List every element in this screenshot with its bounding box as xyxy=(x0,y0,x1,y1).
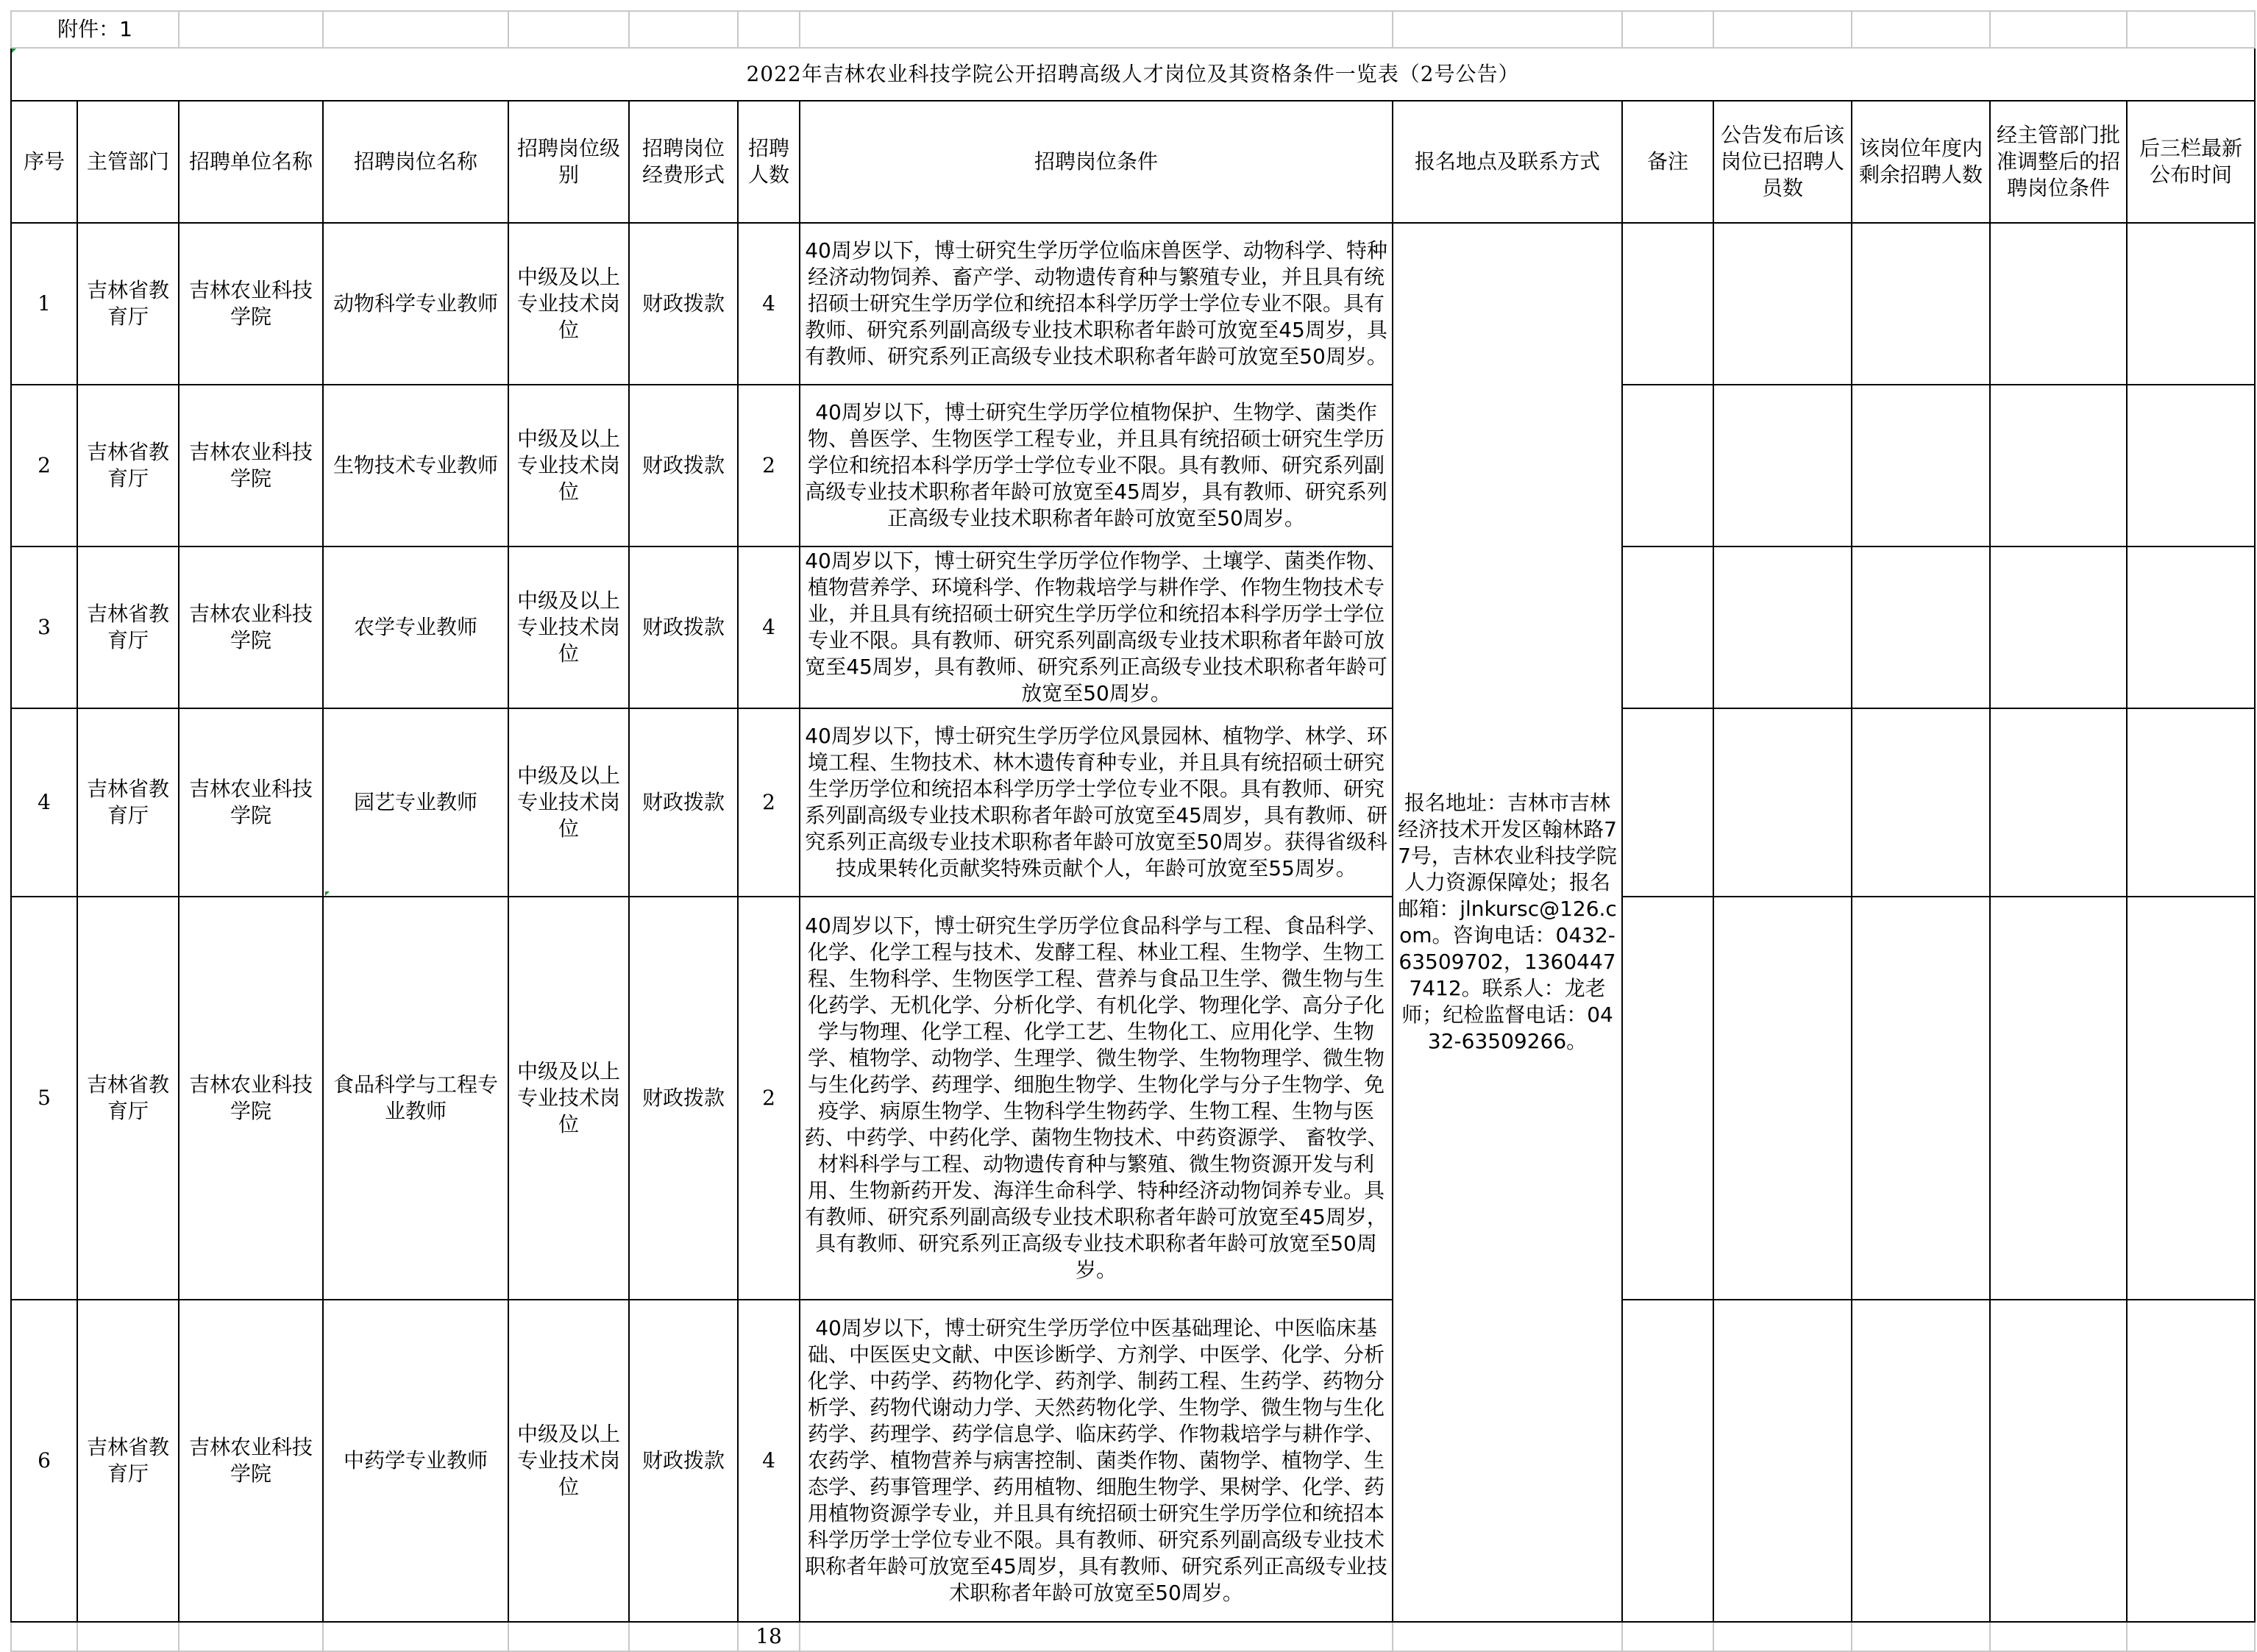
cell-post: 生物技术专业教师 xyxy=(323,385,508,546)
cell-funding: 财政拨款 xyxy=(629,223,738,385)
cell-adjusted xyxy=(1990,1300,2127,1622)
header-adjusted: 经主管部门批准调整后的招聘岗位条件 xyxy=(1990,101,2127,223)
cell-latest-time xyxy=(2127,385,2255,546)
cell-unit: 吉林农业科技学院 xyxy=(179,223,323,385)
cell-count: 2 xyxy=(738,897,800,1300)
header-seq: 序号 xyxy=(11,101,77,223)
cell-dept: 吉林省教育厅 xyxy=(77,897,179,1300)
table-row xyxy=(11,897,2255,1300)
cell-seq: 4 xyxy=(11,708,77,897)
header-unit: 招聘单位名称 xyxy=(179,101,323,223)
header-hired: 公告发布后该岗位已招聘人员数 xyxy=(1713,101,1852,223)
cell-count: 2 xyxy=(738,708,800,897)
cell-dept: 吉林省教育厅 xyxy=(77,1300,179,1622)
cell-count: 4 xyxy=(738,546,800,708)
cell-conditions: 40周岁以下，博士研究生学历学位作物学、土壤学、菌类作物、植物营养学、环境科学、作物栽培学与耕作学、作物生物技术专业，并且具有统招硕士研究生学历学位和统招本科学历学士学位专业不限。具有教师、研究系列副高级专业技术职称者年龄可放宽至45周岁，具有教师、研究系列正高级专业技术职称者年龄可放宽至50周岁。 xyxy=(800,546,1393,708)
cell-remark xyxy=(1622,708,1713,897)
cell-count: 2 xyxy=(738,385,800,546)
cell-dept: 吉林省教育厅 xyxy=(77,546,179,708)
header-remark: 备注 xyxy=(1622,101,1713,223)
cell-post: 食品科学与工程专业教师 xyxy=(323,897,508,1300)
cell-hired xyxy=(1713,708,1852,897)
cell-post: 中药学专业教师 xyxy=(323,1300,508,1622)
cell-conditions: 40周岁以下，博士研究生学历学位中医基础理论、中医临床基础、中医医史文献、中医诊断学、方剂学、中医学、化学、分析化学、中药学、药物化学、药剂学、制药工程、生药学、药物分析学、药物代谢动力学、天然药物化学、生物学、微生物与生化药学、药理学、药学信息学、临床药学、作物栽培学与耕作学、农药学、植物营养与病害控制、菌类作物、菌物学、植物学、生态学、药事管理学、药用植物、细胞生物学、果树学、化学、药用植物资源学专业，并且具有统招硕士研究生学历学位和统招本科学历学士学位专业不限。具有教师、研究系列副高级专业技术职称者年龄可放宽至45周岁，具有教师、研究系列正高级专业技术职称者年龄可放宽至50周岁。 xyxy=(800,1300,1393,1622)
header-remaining: 该岗位年度内剩余招聘人数 xyxy=(1852,101,1990,223)
cell-comment-marker xyxy=(12,49,16,53)
cell-adjusted xyxy=(1990,223,2127,385)
cell-hired xyxy=(1713,1300,1852,1622)
cell-hired xyxy=(1713,385,1852,546)
header-conditions: 招聘岗位条件 xyxy=(800,101,1393,223)
cell-latest-time xyxy=(2127,1300,2255,1622)
cell-conditions: 40周岁以下，博士研究生学历学位临床兽医学、动物科学、特种经济动物饲养、畜产学、动物遗传育种与繁殖专业，并且具有统招硕士研究生学历学位和统招本科学历学士学位专业不限。具有教师、研究系列副高级专业技术职称者年龄可放宽至45周岁，具有教师、研究系列正高级专业技术职称者年龄可放宽至50周岁。 xyxy=(800,223,1393,385)
cell-post: 动物科学专业教师 xyxy=(323,223,508,385)
header-count: 招聘人数 xyxy=(738,101,800,223)
cell-hired xyxy=(1713,223,1852,385)
cell-post: 农学专业教师 xyxy=(323,546,508,708)
cell-level: 中级及以上专业技术岗位 xyxy=(508,897,629,1300)
cell-remark xyxy=(1622,1300,1713,1622)
cell-level: 中级及以上专业技术岗位 xyxy=(508,223,629,385)
table-row xyxy=(11,385,2255,546)
total-row xyxy=(11,1622,2255,1651)
cell-unit: 吉林农业科技学院 xyxy=(179,708,323,897)
cell-dept: 吉林省教育厅 xyxy=(77,708,179,897)
cell-adjusted xyxy=(1990,708,2127,897)
cell-remaining xyxy=(1852,1300,1990,1622)
cell-count: 4 xyxy=(738,1300,800,1622)
cell-unit: 吉林农业科技学院 xyxy=(179,897,323,1300)
cell-hired xyxy=(1713,546,1852,708)
cell-unit: 吉林农业科技学院 xyxy=(179,546,323,708)
cell-hired xyxy=(1713,897,1852,1300)
cell-latest-time xyxy=(2127,546,2255,708)
cell-count: 4 xyxy=(738,223,800,385)
cell-latest-time xyxy=(2127,223,2255,385)
cell-remark xyxy=(1622,897,1713,1300)
cell-unit: 吉林农业科技学院 xyxy=(179,385,323,546)
header-dept: 主管部门 xyxy=(77,101,179,223)
header-row xyxy=(11,101,2255,223)
cell-seq: 1 xyxy=(11,223,77,385)
header-contact: 报名地点及联系方式 xyxy=(1393,101,1622,223)
cell-level: 中级及以上专业技术岗位 xyxy=(508,708,629,897)
title-row xyxy=(11,48,2255,101)
cell-remaining xyxy=(1852,223,1990,385)
cell-adjusted xyxy=(1990,546,2127,708)
cell-funding: 财政拨款 xyxy=(629,1300,738,1622)
cell-level: 中级及以上专业技术岗位 xyxy=(508,385,629,546)
cell-remaining xyxy=(1852,708,1990,897)
cell-adjusted xyxy=(1990,897,2127,1300)
cell-seq: 3 xyxy=(11,546,77,708)
cell-dept: 吉林省教育厅 xyxy=(77,223,179,385)
attachment-row xyxy=(11,11,2255,48)
cell-remark xyxy=(1622,223,1713,385)
cell-level: 中级及以上专业技术岗位 xyxy=(508,546,629,708)
cell-remark xyxy=(1622,385,1713,546)
total-count: 18 xyxy=(738,1622,800,1651)
cell-adjusted xyxy=(1990,385,2127,546)
cell-conditions: 40周岁以下，博士研究生学历学位风景园林、植物学、林学、环境工程、生物技术、林木遗传育种专业，并且具有统招硕士研究生学历学位和统招本科学历学士学位专业不限。具有教师、研究系列副高级专业技术职称者年龄可放宽至45周岁，具有教师、研究系列正高级专业技术职称者年龄可放宽至50周岁。获得省级科技成果转化贡献奖特殊贡献个人，年龄可放宽至55周岁。 xyxy=(800,708,1393,897)
cell-latest-time xyxy=(2127,897,2255,1300)
cell-post: 园艺专业教师 xyxy=(323,708,508,897)
cell-remark xyxy=(1622,546,1713,708)
page-title: 2022年吉林农业科技学院公开招聘高级人才岗位及其资格条件一览表（2号公告） xyxy=(11,48,2255,101)
table-row xyxy=(11,223,2255,385)
cell-contact: 报名地址：吉林市吉林经济技术开发区翰林路77号，吉林农业科技学院人力资源保障处；报名邮箱：jlnkursc@126.com。咨询电话：0432-63509702，13604477412。联系人：龙老师；纪检监督电话：0432-63509266。 xyxy=(1393,223,1622,1622)
cell-seq: 2 xyxy=(11,385,77,546)
cell-conditions: 40周岁以下，博士研究生学历学位植物保护、生物学、菌类作物、兽医学、生物医学工程专业，并且具有统招硕士研究生学历学位和统招本科学历学士学位专业不限。具有教师、研究系列副高级专业技术职称者年龄可放宽至45周岁，具有教师、研究系列正高级专业技术职称者年龄可放宽至50周岁。 xyxy=(800,385,1393,546)
header-funding: 招聘岗位经费形式 xyxy=(629,101,738,223)
cell-dept: 吉林省教育厅 xyxy=(77,385,179,546)
cell-conditions: 40周岁以下，博士研究生学历学位食品科学与工程、食品科学、化学、化学工程与技术、发酵工程、林业工程、生物学、生物工程、生物科学、生物医学工程、营养与食品卫生学、微生物与生化药学、无机化学、分析化学、有机化学、物理化学、高分子化学与物理、化学工程、化学工艺、生物化工、应用化学、生物学、植物学、动物学、生理学、微生物学、生物物理学、微生物与生化药学、药理学、细胞生物学、生物化学与分子生物学、免疫学、病原生物学、生物科学生物药学、生物工程、生物与医药、中药学、中药化学、菌物生物技术、中药资源学、 畜牧学、材料科学与工程、动物遗传育种与繁殖、微生物资源开发与利用、生物新药开发、海洋生命科学、特种经济动物饲养专业。具有教师、研究系列副高级专业技术职称者年龄可放宽至45周岁，具有教师、研究系列正高级专业技术职称者年龄可放宽至50周岁。 xyxy=(800,897,1393,1300)
header-level: 招聘岗位级别 xyxy=(508,101,629,223)
header-post: 招聘岗位名称 xyxy=(323,101,508,223)
cell-funding: 财政拨款 xyxy=(629,708,738,897)
cell-funding: 财政拨款 xyxy=(629,546,738,708)
cell-unit: 吉林农业科技学院 xyxy=(179,1300,323,1622)
table-row xyxy=(11,546,2255,708)
table-row xyxy=(11,1300,2255,1622)
recruitment-table xyxy=(10,10,2256,1652)
cell-remaining xyxy=(1852,385,1990,546)
attachment-label: 附件：1 xyxy=(11,11,179,48)
cell-seq: 6 xyxy=(11,1300,77,1622)
cell-remaining xyxy=(1852,897,1990,1300)
cell-funding: 财政拨款 xyxy=(629,897,738,1300)
cell-seq: 5 xyxy=(11,897,77,1300)
cell-funding: 财政拨款 xyxy=(629,385,738,546)
header-latest-time: 后三栏最新公布时间 xyxy=(2127,101,2255,223)
cell-latest-time xyxy=(2127,708,2255,897)
cell-level: 中级及以上专业技术岗位 xyxy=(508,1300,629,1622)
cell-comment-marker xyxy=(325,891,330,896)
table-row xyxy=(11,708,2255,897)
cell-remaining xyxy=(1852,546,1990,708)
